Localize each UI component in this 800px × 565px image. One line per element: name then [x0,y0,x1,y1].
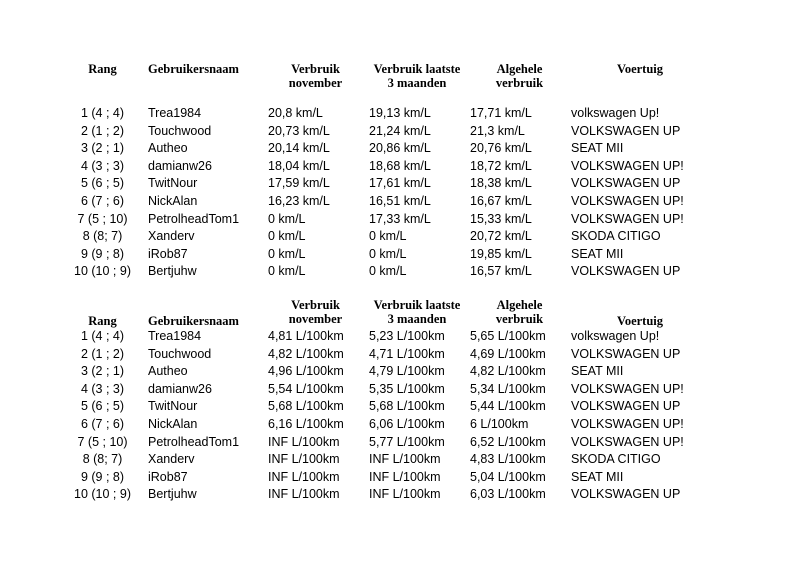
header-line: verbruik [495,312,544,326]
cell-vehicle: VOLKSWAGEN UP! [571,194,684,208]
cell-rank: 8 (8; 7) [82,229,123,244]
cell-rank: 2 (1 ; 2) [80,123,125,138]
cell-consumption-november: INF L/100km [268,434,340,449]
cell-consumption-november: INF L/100km [268,452,340,467]
cell-vehicle: SEAT MII [571,246,624,261]
cell-consumption-last-3-months: 18,68 km/L [369,158,431,173]
header-vehicle: Voertuig [616,62,664,76]
cell-consumption-last-3-months: 16,51 km/L [369,194,431,208]
table-row [0,123,800,140]
header-consumption-november [268,298,363,326]
cell-vehicle: VOLKSWAGEN UP [571,123,681,138]
cell-consumption-november: 4,82 L/100km [268,346,344,361]
header-username: Gebruikersnaam [148,62,239,76]
cell-total-consumption: 20,76 km/L [470,141,532,156]
table-row [0,434,800,451]
cell-rank: 3 (2 ; 1) [80,141,125,156]
cell-total-consumption: 6,03 L/100km [470,487,546,502]
cell-consumption-november: 0 km/L [268,264,306,279]
cell-consumption-november: INF L/100km [268,469,340,484]
cell-consumption-november: INF L/100km [268,487,340,502]
cell-total-consumption: 5,65 L/100km [470,329,546,343]
cell-rank: 7 (5 ; 10) [77,211,128,226]
cell-vehicle: VOLKSWAGEN UP! [571,434,684,449]
cell-vehicle: volkswagen Up! [571,329,660,343]
cell-username: Bertjuhw [148,264,197,279]
cell-vehicle: VOLKSWAGEN UP [571,487,681,502]
cell-vehicle: SKODA CITIGO [571,229,661,244]
cell-vehicle: volkswagen Up! [571,106,660,120]
cell-consumption-last-3-months: 5,77 L/100km [369,434,445,449]
cell-total-consumption: 19,85 km/L [470,246,532,261]
cell-vehicle: VOLKSWAGEN UP [571,346,681,361]
cell-username: Autheo [148,364,188,379]
table-row [0,228,800,245]
cell-consumption-november: 5,54 L/100km [268,381,344,396]
header-rank: Rang [88,314,117,328]
cell-consumption-november: 20,14 km/L [268,141,330,156]
header-line: 3 maanden [387,312,447,326]
table-row [0,486,800,503]
cell-consumption-last-3-months: 17,61 km/L [369,176,431,191]
cell-vehicle: SEAT MII [571,364,624,379]
cell-rank: 8 (8; 7) [82,452,123,467]
header-line: Verbruik [291,298,340,312]
table-row [0,263,800,280]
cell-consumption-november: 5,68 L/100km [268,399,344,414]
cell-consumption-last-3-months: INF L/100km [369,469,441,484]
cell-rank: 4 (3 ; 3) [80,381,125,396]
header-username: Gebruikersnaam [148,314,239,328]
cell-username: Trea1984 [148,329,202,343]
cell-username: Bertjuhw [148,487,197,502]
header-consumption-last-3-months [362,62,472,90]
table-row [0,328,800,345]
cell-consumption-last-3-months: INF L/100km [369,487,441,502]
header-line: Verbruik [291,62,340,76]
cell-consumption-last-3-months: 0 km/L [369,246,407,261]
cell-vehicle: VOLKSWAGEN UP! [571,158,684,173]
table-row [0,193,800,210]
cell-total-consumption: 5,34 L/100km [470,381,546,396]
cell-total-consumption: 4,69 L/100km [470,346,546,361]
cell-consumption-november: 0 km/L [268,246,306,261]
header-line: Algehele [496,62,543,76]
table-row [0,211,800,228]
table-row [0,105,800,122]
cell-username: PetrolheadTom1 [148,434,240,449]
cell-username: Touchwood [148,123,212,138]
table-row [0,363,800,380]
cell-vehicle: VOLKSWAGEN UP! [571,417,684,431]
cell-consumption-last-3-months: 19,13 km/L [369,106,431,120]
cell-username: NickAlan [148,194,198,208]
cell-consumption-last-3-months: 17,33 km/L [369,211,431,226]
cell-rank: 3 (2 ; 1) [80,364,125,379]
cell-username: Autheo [148,141,188,156]
cell-username: Xanderv [148,452,195,467]
cell-total-consumption: 16,57 km/L [470,264,532,279]
cell-rank: 6 (7 ; 6) [80,194,125,208]
cell-consumption-november: 17,59 km/L [268,176,330,191]
cell-total-consumption: 20,72 km/L [470,229,532,244]
cell-consumption-last-3-months: 5,35 L/100km [369,381,445,396]
cell-vehicle: VOLKSWAGEN UP! [571,381,684,396]
table-row [0,158,800,175]
cell-vehicle: SEAT MII [571,141,624,156]
cell-username: NickAlan [148,417,198,431]
cell-consumption-last-3-months: 4,79 L/100km [369,364,445,379]
cell-total-consumption: 21,3 km/L [470,123,525,138]
cell-vehicle: VOLKSWAGEN UP! [571,211,684,226]
cell-consumption-last-3-months: 20,86 km/L [369,141,431,156]
cell-total-consumption: 15,33 km/L [470,211,532,226]
cell-rank: 5 (6 ; 5) [80,176,125,191]
cell-total-consumption: 5,44 L/100km [470,399,546,414]
header-line: november [288,76,343,90]
cell-consumption-last-3-months: INF L/100km [369,452,441,467]
cell-total-consumption: 17,71 km/L [470,106,532,120]
cell-total-consumption: 5,04 L/100km [470,469,546,484]
cell-rank: 7 (5 ; 10) [77,434,128,449]
table-row [0,346,800,363]
cell-consumption-last-3-months: 5,68 L/100km [369,399,445,414]
cell-username: damianw26 [148,381,212,396]
cell-consumption-november: 4,81 L/100km [268,329,344,343]
cell-consumption-november: 18,04 km/L [268,158,330,173]
cell-username: damianw26 [148,158,212,173]
cell-total-consumption: 18,72 km/L [470,158,532,173]
cell-consumption-november: 20,8 km/L [268,106,323,120]
header-vehicle: Voertuig [616,314,664,328]
cell-consumption-last-3-months: 0 km/L [369,229,407,244]
cell-total-consumption: 16,67 km/L [470,194,532,208]
table-row [0,398,800,415]
cell-vehicle: VOLKSWAGEN UP [571,399,681,414]
cell-rank: 10 (10 ; 9) [74,487,131,502]
header-line: Algehele [496,298,543,312]
cell-rank: 2 (1 ; 2) [80,346,125,361]
cell-rank: 4 (3 ; 3) [80,158,125,173]
table-row [0,140,800,157]
cell-total-consumption: 6,52 L/100km [470,434,546,449]
cell-vehicle: VOLKSWAGEN UP [571,176,681,191]
cell-rank: 9 (9 ; 8) [80,246,125,261]
table-row [0,175,800,192]
cell-username: TwitNour [148,399,198,414]
table-row [0,381,800,398]
cell-vehicle: SEAT MII [571,469,624,484]
header-rank: Rang [88,62,117,76]
cell-consumption-last-3-months: 0 km/L [369,264,407,279]
cell-username: iRob87 [148,246,188,261]
cell-rank: 9 (9 ; 8) [80,469,125,484]
cell-total-consumption: 4,82 L/100km [470,364,546,379]
header-line: 3 maanden [387,76,447,90]
cell-consumption-november: 6,16 L/100km [268,417,344,431]
header-total-consumption [472,298,567,326]
cell-consumption-november: 16,23 km/L [268,194,330,208]
cell-rank: 5 (6 ; 5) [80,399,125,414]
header-line: november [288,312,343,326]
cell-consumption-last-3-months: 21,24 km/L [369,123,431,138]
cell-username: iRob87 [148,469,188,484]
cell-rank: 1 (4 ; 4) [80,329,125,343]
cell-consumption-november: 0 km/L [268,229,306,244]
header-total-consumption [472,62,567,90]
cell-rank: 1 (4 ; 4) [80,106,125,120]
cell-username: Xanderv [148,229,195,244]
cell-rank: 6 (7 ; 6) [80,417,125,431]
table-row [0,416,800,433]
cell-consumption-last-3-months: 4,71 L/100km [369,346,445,361]
cell-username: PetrolheadTom1 [148,211,240,226]
cell-consumption-last-3-months: 6,06 L/100km [369,417,445,431]
header-consumption-last-3-months [362,298,472,326]
cell-username: TwitNour [148,176,198,191]
header-line: Verbruik laatste [373,62,461,76]
cell-total-consumption: 6 L/100km [470,417,529,431]
table-row [0,451,800,468]
cell-consumption-november: 4,96 L/100km [268,364,344,379]
cell-rank: 10 (10 ; 9) [74,264,131,279]
cell-consumption-november: 0 km/L [268,211,306,226]
cell-consumption-november: 20,73 km/L [268,123,330,138]
table-row [0,469,800,486]
cell-vehicle: SKODA CITIGO [571,452,661,467]
cell-total-consumption: 18,38 km/L [470,176,532,191]
cell-total-consumption: 4,83 L/100km [470,452,546,467]
cell-username: Trea1984 [148,106,202,120]
cell-vehicle: VOLKSWAGEN UP [571,264,681,279]
cell-consumption-last-3-months: 5,23 L/100km [369,329,445,343]
header-line: verbruik [495,76,544,90]
header-consumption-november [268,62,363,90]
header-line: Verbruik laatste [373,298,461,312]
table-row [0,246,800,263]
cell-username: Touchwood [148,346,212,361]
